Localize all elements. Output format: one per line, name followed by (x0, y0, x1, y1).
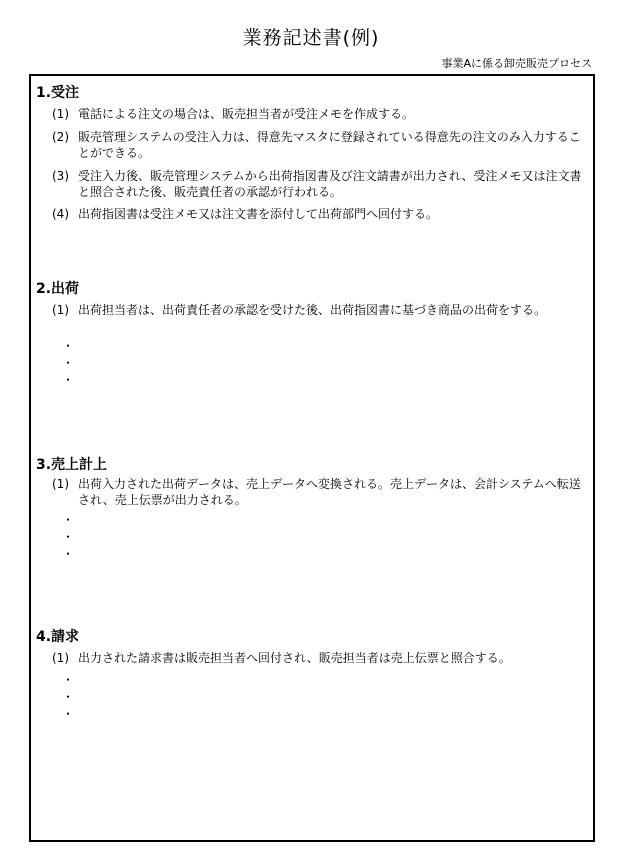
bullet-dot: ・ (62, 690, 75, 704)
item-number: (1) (52, 651, 69, 665)
bullet-dot: ・ (62, 339, 75, 353)
item-number: (1) (52, 303, 69, 317)
section-heading: 3.売上計上 (36, 457, 108, 473)
item-number: (1) (52, 107, 69, 121)
item-text: 出荷担当者は、出荷責任者の承認を受けた後、出荷指図書に基づき商品の出荷をする。 (78, 303, 547, 317)
section-heading: 1.受注 (36, 85, 80, 101)
bullet-dot: ・ (62, 547, 75, 561)
item-text: 受注入力後、販売管理システムから出荷指図書及び注文請書が出力され、受注メモ又は注文書と照合された後、販売責任者の承認が行われる。 (78, 169, 582, 199)
bullet-dot: ・ (62, 673, 75, 687)
bullet-dot: ・ (62, 356, 75, 370)
bullet-dot: ・ (62, 513, 75, 527)
item-number: (2) (52, 130, 69, 144)
document-subtitle: 事業Aに係る卸売販売プロセス (441, 57, 592, 70)
section-heading: 4.請求 (36, 629, 80, 645)
item-number: (1) (52, 477, 69, 491)
section-heading: 2.出荷 (36, 281, 80, 297)
item-text: 電話による注文の場合は、販売担当者が受注メモを作成する。 (78, 107, 415, 121)
document-frame (29, 74, 595, 842)
item-text: 出荷入力された出荷データは、売上データへ変換される。売上データは、会計システムへ転送され、売上伝票が出力される。 (78, 477, 581, 507)
item-text: 出荷指図書は受注メモ又は注文書を添付して出荷部門へ回付する。 (78, 207, 439, 221)
bullet-dot: ・ (62, 530, 75, 544)
document-title: 業務記述書(例) (242, 27, 380, 49)
item-text: 販売管理システムの受注入力は、得意先マスタに登録されている得意先の注文のみ入力することができる。 (78, 130, 581, 160)
item-number: (3) (52, 169, 69, 183)
item-number: (4) (52, 207, 69, 221)
item-text: 出力された請求書は販売担当者へ回付され、販売担当者は売上伝票と照合する。 (78, 651, 511, 665)
bullet-dot: ・ (62, 707, 75, 721)
bullet-dot: ・ (62, 373, 75, 387)
